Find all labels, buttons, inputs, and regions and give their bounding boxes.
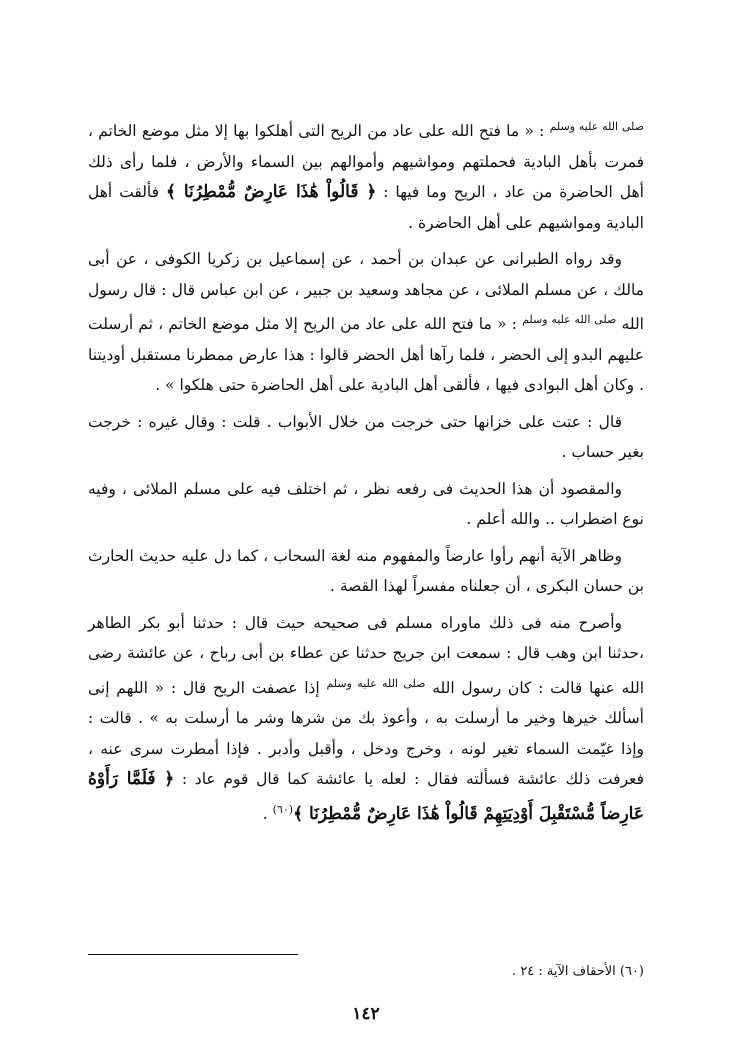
paragraph-3 bbox=[88, 407, 644, 468]
text-run: فألقت أهل البادية ومواشيهم على أهل الحاضرة . bbox=[88, 183, 644, 232]
paragraph-5 bbox=[88, 541, 644, 602]
page-number: ١٤٢ bbox=[352, 1004, 380, 1024]
text-run: : « ما فتح الله على عاد من الريح التى أهلكوا بها إلا مثل موضع الخاتم ، فمرت بأهل البادية فحملتهم ومواشيهم وأموالهم بين السماء والأرض ، فلما رأى ذلك أهل الحاضرة من عاد ، الريح وما فيها : bbox=[88, 122, 644, 202]
paragraph-2 bbox=[88, 244, 644, 401]
text-run: إذا عصفت الريح قال : « اللهم إنى أسألك خيرها وخير ما أرسلت به ، وأعوذ بك من شرها وشر ما أرسلت به » . قالت : وإذا غيّمت السماء تغير لونه ، وخرج ودخل ، وأقبل وأدبر . فإذا أمطرت سرى عنه ، فعرفت ذلك عائشة فسألته فقال : لعله يا عائشة كما قال قوم عاد : bbox=[88, 678, 645, 789]
salutation-glyph: صلى الله عليه وسلم bbox=[522, 313, 617, 327]
quran-verse: ﴿ قَالُواْ هَٰذَا عَارِضٌ مُّمْطِرُنَا ﴾ bbox=[165, 182, 377, 203]
quran-verse: ﴿ فَلَمَّا رَأَوْهُ عَارِضاً مُّسْتَقْبِلَ أَوْدِيَتِهِمْ قَالُواْ هَٰذَا عَارِضٌ مُّمْطِرُنَا ﴾ bbox=[88, 769, 644, 825]
paragraph-1 bbox=[88, 112, 644, 238]
text-run: وقد رواه الطبرانى عن عبدان بن أحمد ، عن إسماعيل بن زكريا الكوفى ، عن أبى مالك ، عن مسلم الملائى ، عن مجاهد وسعيد بن جبير ، عن ابن عباس قال : قال رسول الله bbox=[88, 250, 644, 334]
text-run: وأصرح منه فى ذلك ماوراه مسلم فى صحيحه حيث قال : حدثنا أبو بكر الطاهر ،حدثنا ابن وهب قال : سمعت ابن جريج حدثنا عن عطاء بن أبى رباح ، عن عائشة رضى الله عنها قالت : كان رسول الله bbox=[88, 613, 644, 697]
text-run: : « ما فتح الله على عاد من الريح إلا مثل موضع الخاتم ، ثم أرسلت عليهم البدو إلى الحضر ، فلما رآها أهل الحضر قالوا : هذا عارض ممطرنا مستقبل أوديتنا . وكان أهل البوادى فيها ، فألقى أهل البادية على أهل الحاضرة حتى هلكوا » . bbox=[88, 315, 644, 395]
footnote-marker: (٦٠) bbox=[272, 802, 294, 816]
text-run: . bbox=[262, 805, 273, 824]
salutation-glyph: صلى الله عليه وسلم bbox=[326, 676, 426, 690]
paragraph-6 bbox=[88, 608, 644, 830]
text-run: والمقصود أن هذا الحديث فى رفعه نظر ، ثم اختلف فيه على مسلم الملائى ، وفيه نوع اضطراب .. والله أعلم . bbox=[88, 479, 644, 529]
text-run: وظاهر الآية أنهم رأوا عارضاً والمفهوم منه لغة السحاب ، كما دل عليه حديث الحارث بن حسان البكرى ، أن جعلناه مفسراً لهذا القصة . bbox=[88, 546, 644, 596]
footnote: (٦٠) الأحقاف الآية : ٢٤ . bbox=[512, 964, 644, 979]
salutation-glyph: صلى الله عليه وسلم bbox=[549, 120, 644, 133]
paragraph-4 bbox=[88, 474, 644, 535]
main-text bbox=[88, 112, 644, 836]
text-run: قال : عتت على خزانها حتى خرجت من خلال الأبواب . قلت : وقال غيره : خرجت بغير حساب . bbox=[88, 412, 644, 462]
footnote-divider bbox=[88, 954, 298, 955]
